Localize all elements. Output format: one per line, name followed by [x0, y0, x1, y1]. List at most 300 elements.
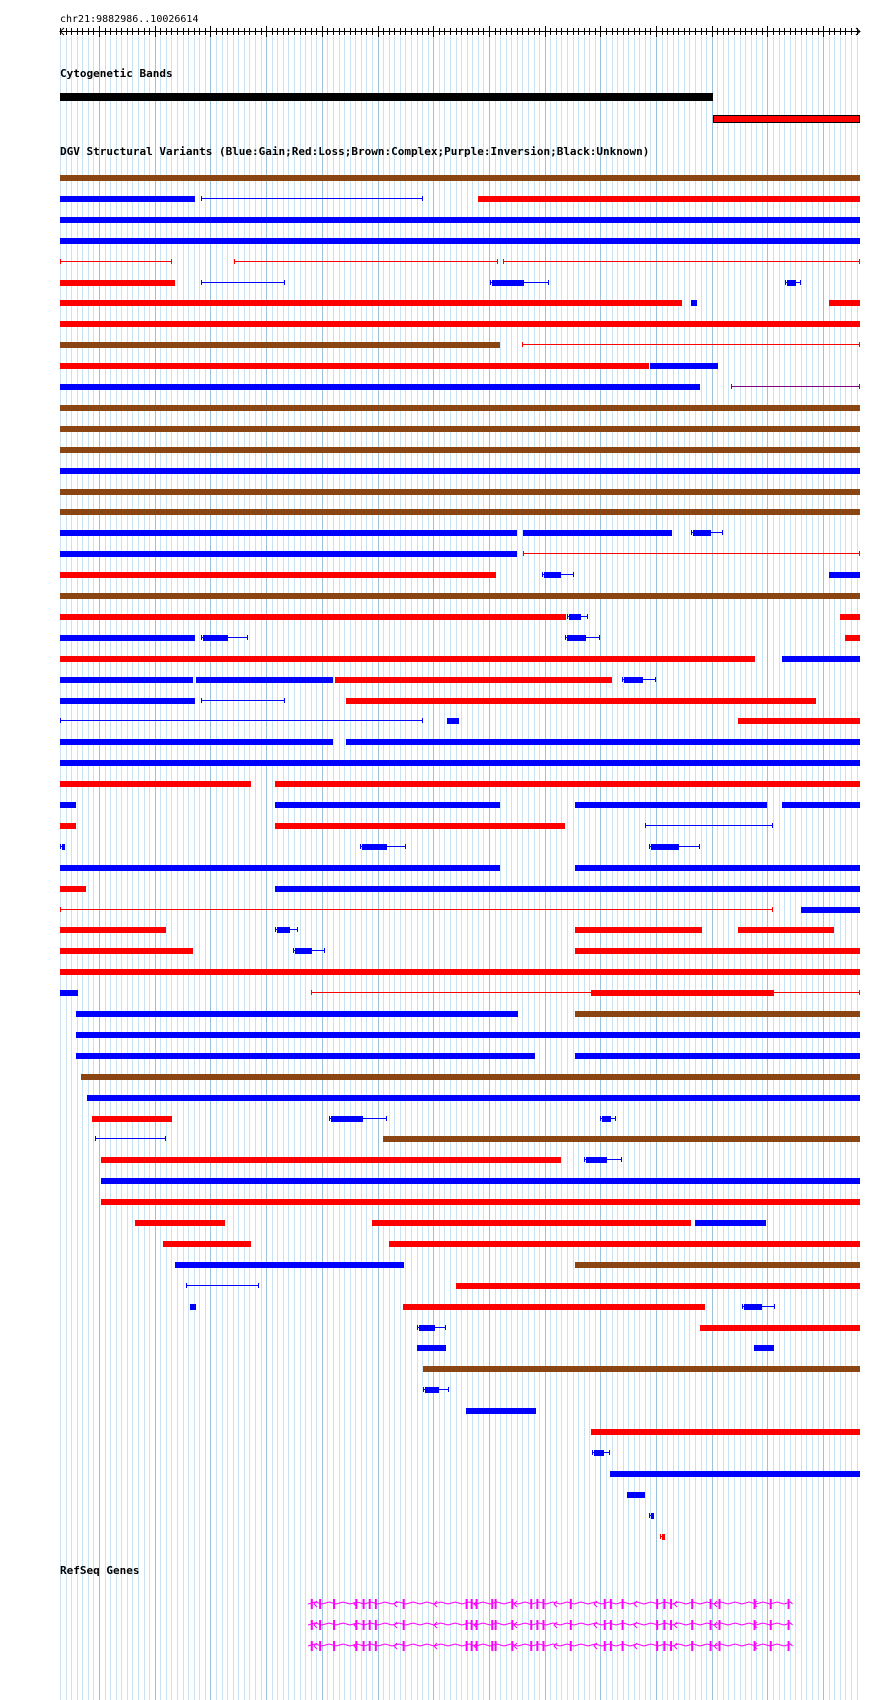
refseq-exon — [403, 1599, 405, 1609]
refseq-exon — [375, 1599, 377, 1609]
refseq-exon — [788, 1641, 790, 1651]
dgv-feature-bar — [575, 948, 860, 954]
dgv-feature-bar — [575, 802, 767, 808]
dgv-feature-bar — [275, 781, 860, 787]
dgv-feature-bar — [782, 802, 860, 808]
dgv-feature-bar — [60, 238, 860, 244]
dgv-feature-endcap — [386, 1116, 387, 1121]
dgv-feature-endcap — [445, 1325, 446, 1330]
refseq-exon — [369, 1641, 371, 1651]
dgv-feature-endcap — [60, 844, 61, 849]
dgv-feature-bar — [60, 677, 193, 683]
dgv-feature-bar — [466, 1408, 536, 1414]
dgv-feature-bar — [101, 1157, 562, 1163]
dgv-feature-block — [693, 530, 711, 536]
dgv-feature-bar — [60, 572, 496, 578]
dgv-feature-bar — [275, 886, 860, 892]
dgv-feature-line — [201, 198, 423, 199]
dgv-feature-endcap — [731, 384, 732, 389]
dgv-feature-line — [60, 261, 172, 262]
dgv-feature-endcap — [565, 635, 566, 640]
dgv-feature-bar — [60, 802, 76, 808]
dgv-feature-line — [503, 261, 860, 262]
dgv-feature-bar — [845, 635, 860, 641]
dgv-feature-bar — [782, 656, 860, 662]
refseq-exon — [311, 1620, 313, 1630]
dgv-feature-bar — [60, 342, 500, 348]
dgv-feature-endcap — [660, 1534, 661, 1539]
dgv-feature-endcap — [423, 1387, 424, 1392]
refseq-exon — [536, 1599, 538, 1609]
refseq-exon — [355, 1641, 357, 1651]
dgv-feature-bar — [275, 802, 501, 808]
cytoband-bar — [713, 115, 860, 123]
dgv-feature-bar — [60, 509, 860, 515]
refseq-exon — [476, 1620, 478, 1630]
dgv-feature-endcap — [800, 280, 801, 285]
dgv-feature-line — [201, 700, 285, 701]
refseq-exon — [663, 1641, 665, 1651]
dgv-feature-bar — [101, 1178, 860, 1184]
refseq-exon — [355, 1620, 357, 1630]
dgv-feature-endcap — [258, 1283, 259, 1288]
refseq-exon — [363, 1641, 365, 1651]
dgv-feature-block — [331, 1116, 363, 1122]
dgv-feature-bar — [87, 1095, 860, 1101]
dgv-feature-endcap — [186, 1283, 187, 1288]
dgv-feature-block — [624, 677, 643, 683]
dgv-feature-block — [203, 635, 229, 641]
refseq-exon — [670, 1599, 672, 1609]
refseq-exon — [710, 1641, 712, 1651]
dgv-feature-endcap — [490, 280, 491, 285]
dgv-feature-endcap — [774, 1304, 775, 1309]
refseq-exon — [355, 1599, 357, 1609]
refseq-exon — [610, 1641, 612, 1651]
dgv-feature-bar — [346, 698, 816, 704]
dgv-feature-bar — [60, 217, 860, 223]
dgv-feature-endcap — [297, 927, 298, 932]
dgv-feature-bar — [754, 1345, 775, 1351]
dgv-feature-endcap — [311, 990, 312, 995]
dgv-feature-bar — [829, 300, 860, 306]
refseq-exon — [333, 1620, 335, 1630]
refseq-exon — [542, 1620, 544, 1630]
refseq-exon — [604, 1620, 606, 1630]
refseq-exon — [369, 1620, 371, 1630]
dgv-feature-bar — [60, 823, 76, 829]
dgv-feature-endcap — [234, 259, 235, 264]
refseq-exon — [476, 1599, 478, 1609]
dgv-feature-bar — [447, 718, 459, 724]
refseq-exon — [670, 1641, 672, 1651]
dgv-feature-endcap — [615, 1116, 616, 1121]
dgv-feature-block — [295, 948, 312, 954]
dgv-feature-bar — [81, 1074, 860, 1080]
refseq-exon — [610, 1620, 612, 1630]
dgv-feature-line — [201, 282, 285, 283]
refseq-exon — [570, 1599, 572, 1609]
dgv-feature-line — [60, 720, 423, 721]
dgv-feature-bar — [60, 530, 517, 536]
dgv-feature-bar — [403, 1304, 705, 1310]
dgv-feature-bar — [383, 1136, 860, 1142]
refseq-exon — [536, 1620, 538, 1630]
refseq-gene-model — [306, 1599, 795, 1609]
dgv-feature-bar — [190, 1304, 196, 1310]
dgv-feature-endcap — [587, 614, 588, 619]
refseq-exon — [656, 1641, 658, 1651]
dgv-feature-bar — [175, 1262, 404, 1268]
dgv-feature-bar — [695, 1220, 766, 1226]
dgv-feature-line — [60, 909, 773, 910]
dgv-feature-endcap — [742, 1304, 743, 1309]
dgv-feature-block — [651, 1513, 654, 1519]
dgv-feature-bar — [60, 698, 195, 704]
dgv-feature-bar — [627, 1492, 645, 1498]
dgv-feature-line — [523, 553, 860, 554]
dgv-feature-line — [522, 344, 860, 345]
refseq-exon — [471, 1599, 473, 1609]
dgv-feature-bar — [417, 1345, 447, 1351]
dgv-feature-bar — [610, 1471, 860, 1477]
dgv-feature-bar — [76, 1011, 518, 1017]
dgv-feature-endcap — [609, 1450, 610, 1455]
refseq-exon — [319, 1599, 321, 1609]
refseq-gene-model — [306, 1641, 795, 1651]
strand-arrow — [394, 1601, 397, 1607]
refseq-exon — [770, 1641, 772, 1651]
dgv-feature-endcap — [201, 698, 202, 703]
refseq-exon — [369, 1599, 371, 1609]
refseq-exon — [491, 1620, 493, 1630]
refseq-exon — [375, 1620, 377, 1630]
refseq-exon — [466, 1641, 468, 1651]
refseq-exon — [466, 1620, 468, 1630]
dgv-feature-block — [277, 927, 290, 933]
dgv-feature-bar — [60, 363, 649, 369]
dgv-feature-line — [731, 386, 860, 387]
dgv-feature-endcap — [201, 280, 202, 285]
dgv-feature-endcap — [448, 1387, 449, 1392]
dgv-feature-bar — [575, 1011, 860, 1017]
dgv-track-title: DGV Structural Variants (Blue:Gain;Red:Loss;Brown:Complex;Purple:Inversion;Black:Unknown) — [60, 145, 650, 158]
dgv-feature-endcap — [95, 1136, 96, 1141]
dgv-feature-endcap — [649, 1513, 650, 1518]
refseq-exon — [788, 1599, 790, 1609]
refseq-exon — [656, 1620, 658, 1630]
strand-arrow — [674, 1643, 677, 1649]
dgv-feature-bar — [840, 614, 860, 620]
refseq-exon — [530, 1641, 532, 1651]
refseq-exon — [710, 1599, 712, 1609]
refseq-exon — [363, 1599, 365, 1609]
refseq-exon — [511, 1599, 513, 1609]
dgv-feature-block — [492, 280, 524, 286]
refseq-exon — [471, 1620, 473, 1630]
cytoband-track-title: Cytogenetic Bands — [60, 67, 173, 80]
refseq-exon — [536, 1641, 538, 1651]
dgv-feature-endcap — [360, 844, 361, 849]
dgv-feature-bar — [60, 551, 517, 557]
dgv-feature-endcap — [284, 698, 285, 703]
dgv-feature-endcap — [522, 342, 523, 347]
dgv-feature-bar — [829, 572, 860, 578]
dgv-feature-bar — [275, 823, 565, 829]
refseq-exon — [604, 1599, 606, 1609]
refseq-exon — [319, 1620, 321, 1630]
dgv-feature-block — [662, 1534, 665, 1540]
dgv-feature-block — [744, 1304, 762, 1310]
refseq-exon — [622, 1641, 624, 1651]
dgv-feature-bar — [575, 927, 702, 933]
refseq-exon — [333, 1641, 335, 1651]
refseq-exon — [663, 1620, 665, 1630]
dgv-feature-bar — [60, 927, 166, 933]
strand-arrow — [674, 1601, 677, 1607]
dgv-feature-bar — [60, 489, 860, 495]
strand-arrow — [634, 1601, 637, 1607]
refseq-exon — [311, 1641, 313, 1651]
dgv-feature-endcap — [503, 259, 504, 264]
refseq-exon — [542, 1641, 544, 1651]
strand-arrow — [634, 1643, 637, 1649]
dgv-feature-endcap — [422, 196, 423, 201]
dgv-feature-endcap — [329, 1116, 330, 1121]
dgv-feature-endcap — [548, 280, 549, 285]
dgv-feature-bar — [456, 1283, 860, 1289]
refseq-exon — [466, 1599, 468, 1609]
dgv-feature-endcap — [247, 635, 248, 640]
dgv-feature-line — [95, 1138, 167, 1139]
dgv-feature-block — [544, 572, 561, 578]
refseq-exon — [363, 1620, 365, 1630]
dgv-feature-endcap — [649, 844, 650, 849]
dgv-feature-bar — [60, 948, 193, 954]
strand-arrow — [394, 1643, 397, 1649]
refseq-gene-model — [306, 1620, 795, 1630]
dgv-feature-bar — [335, 677, 612, 683]
dgv-feature-bar — [60, 781, 251, 787]
dgv-feature-block — [602, 1116, 611, 1122]
dgv-feature-bar — [591, 1429, 860, 1435]
strand-arrow — [674, 1622, 677, 1628]
refseq-exon — [788, 1620, 790, 1630]
dgv-feature-bar — [60, 405, 860, 411]
dgv-feature-endcap — [592, 1450, 593, 1455]
dgv-feature-block — [362, 844, 387, 850]
dgv-feature-bar — [738, 927, 833, 933]
refseq-exon — [718, 1599, 720, 1609]
refseq-exon — [403, 1620, 405, 1630]
dgv-feature-bar — [60, 614, 566, 620]
dgv-feature-endcap — [859, 990, 860, 995]
dgv-feature-endcap — [567, 614, 568, 619]
dgv-feature-block — [586, 1157, 607, 1163]
dgv-feature-bar — [60, 196, 195, 202]
refseq-exon — [495, 1599, 497, 1609]
dgv-feature-line — [186, 1285, 260, 1286]
dgv-feature-endcap — [584, 1157, 585, 1162]
cytoband-bar — [60, 93, 713, 101]
dgv-feature-bar — [101, 1199, 860, 1205]
dgv-feature-bar — [60, 656, 755, 662]
dgv-feature-bar — [60, 886, 86, 892]
dgv-feature-endcap — [600, 1116, 601, 1121]
dgv-feature-endcap — [60, 907, 61, 912]
refseq-exon — [691, 1641, 693, 1651]
dgv-feature-block — [567, 635, 586, 641]
dgv-feature-bar — [738, 718, 860, 724]
refseq-exon — [375, 1641, 377, 1651]
dgv-feature-endcap — [785, 280, 786, 285]
dgv-feature-bar — [60, 739, 333, 745]
refseq-exon — [622, 1620, 624, 1630]
dgv-feature-endcap — [293, 948, 294, 953]
refseq-exon — [718, 1620, 720, 1630]
dgv-feature-bar — [60, 426, 860, 432]
refseq-exon — [542, 1599, 544, 1609]
dgv-feature-endcap — [691, 530, 692, 535]
refseq-exon — [670, 1620, 672, 1630]
refseq-exon — [471, 1641, 473, 1651]
dgv-feature-bar — [523, 530, 672, 536]
dgv-feature-bar — [575, 1262, 860, 1268]
dgv-feature-block — [425, 1387, 440, 1393]
dgv-feature-bar — [60, 593, 860, 599]
refseq-exon — [311, 1599, 313, 1609]
dgv-feature-endcap — [621, 1157, 622, 1162]
refseq-exon — [691, 1599, 693, 1609]
strand-arrow — [634, 1622, 637, 1628]
dgv-feature-endcap — [165, 1136, 166, 1141]
refseq-exon — [718, 1641, 720, 1651]
dgv-feature-endcap — [405, 844, 406, 849]
dgv-feature-block — [651, 844, 679, 850]
region-label: chr21:9882986..10026614 — [60, 14, 199, 25]
dgv-feature-bar — [92, 1116, 172, 1122]
dgv-feature-endcap — [542, 572, 543, 577]
refseq-exon — [491, 1641, 493, 1651]
dgv-feature-block — [594, 1450, 604, 1456]
dgv-feature-endcap — [60, 259, 61, 264]
dgv-feature-bar — [423, 1366, 860, 1372]
dgv-feature-bar — [372, 1220, 691, 1226]
dgv-feature-block — [591, 990, 774, 996]
dgv-feature-bar — [196, 677, 333, 683]
dgv-feature-bar — [60, 760, 860, 766]
dgv-feature-bar — [346, 739, 860, 745]
dgv-feature-bar — [60, 969, 860, 975]
dgv-feature-bar — [575, 865, 860, 871]
dgv-feature-bar — [801, 907, 860, 913]
dgv-feature-endcap — [859, 384, 860, 389]
dgv-feature-endcap — [622, 677, 623, 682]
refseq-exon — [495, 1641, 497, 1651]
refseq-exon — [530, 1599, 532, 1609]
dgv-feature-bar — [60, 447, 860, 453]
refseq-track-title: RefSeq Genes — [60, 1564, 140, 1577]
dgv-feature-endcap — [324, 948, 325, 953]
dgv-feature-endcap — [859, 551, 860, 556]
dgv-feature-endcap — [523, 551, 524, 556]
dgv-feature-bar — [700, 1325, 860, 1331]
refseq-exon — [770, 1620, 772, 1630]
dgv-feature-line — [645, 825, 773, 826]
dgv-feature-bar — [691, 300, 697, 306]
refseq-exon — [691, 1620, 693, 1630]
dgv-feature-line — [234, 261, 498, 262]
refseq-exon — [622, 1599, 624, 1609]
dgv-feature-bar — [60, 321, 860, 327]
refseq-exon — [511, 1641, 513, 1651]
dgv-feature-endcap — [497, 259, 498, 264]
refseq-exon — [663, 1599, 665, 1609]
dgv-feature-block — [62, 844, 65, 850]
refseq-exon — [710, 1620, 712, 1630]
refseq-exon — [495, 1620, 497, 1630]
dgv-feature-endcap — [859, 259, 860, 264]
dgv-feature-bar — [135, 1220, 226, 1226]
dgv-feature-bar — [575, 1053, 860, 1059]
dgv-feature-bar — [60, 175, 860, 181]
dgv-feature-bar — [60, 280, 175, 286]
dgv-feature-endcap — [201, 196, 202, 201]
dgv-feature-bar — [60, 990, 78, 996]
refseq-exon — [570, 1641, 572, 1651]
dgv-feature-endcap — [573, 572, 574, 577]
dgv-feature-bar — [76, 1053, 535, 1059]
dgv-feature-bar — [60, 300, 682, 306]
dgv-feature-bar — [60, 384, 700, 390]
dgv-feature-endcap — [284, 280, 285, 285]
dgv-feature-bar — [650, 363, 717, 369]
dgv-feature-endcap — [422, 718, 423, 723]
refseq-exon — [656, 1599, 658, 1609]
dgv-feature-endcap — [772, 823, 773, 828]
strand-arrow — [394, 1622, 397, 1628]
dgv-feature-endcap — [859, 342, 860, 347]
refseq-exon — [491, 1599, 493, 1609]
refseq-exon — [319, 1641, 321, 1651]
dgv-feature-bar — [163, 1241, 251, 1247]
refseq-exon — [511, 1620, 513, 1630]
dgv-feature-block — [787, 280, 796, 286]
refseq-exon — [403, 1641, 405, 1651]
refseq-exon — [333, 1599, 335, 1609]
dgv-feature-endcap — [645, 823, 646, 828]
dgv-feature-endcap — [655, 677, 656, 682]
dgv-feature-endcap — [171, 259, 172, 264]
refseq-exon — [610, 1599, 612, 1609]
dgv-feature-endcap — [599, 635, 600, 640]
dgv-feature-endcap — [417, 1325, 418, 1330]
dgv-feature-line — [311, 992, 860, 993]
dgv-feature-bar — [478, 196, 860, 202]
dgv-feature-bar — [76, 1032, 860, 1038]
dgv-feature-block — [419, 1325, 435, 1331]
dgv-feature-endcap — [722, 530, 723, 535]
dgv-feature-endcap — [275, 927, 276, 932]
refseq-exon — [770, 1599, 772, 1609]
dgv-feature-endcap — [60, 718, 61, 723]
dgv-feature-bar — [60, 865, 500, 871]
refseq-exon — [604, 1641, 606, 1651]
dgv-feature-bar — [60, 468, 860, 474]
dgv-feature-endcap — [201, 635, 202, 640]
dgv-feature-endcap — [699, 844, 700, 849]
refseq-exon — [530, 1620, 532, 1630]
